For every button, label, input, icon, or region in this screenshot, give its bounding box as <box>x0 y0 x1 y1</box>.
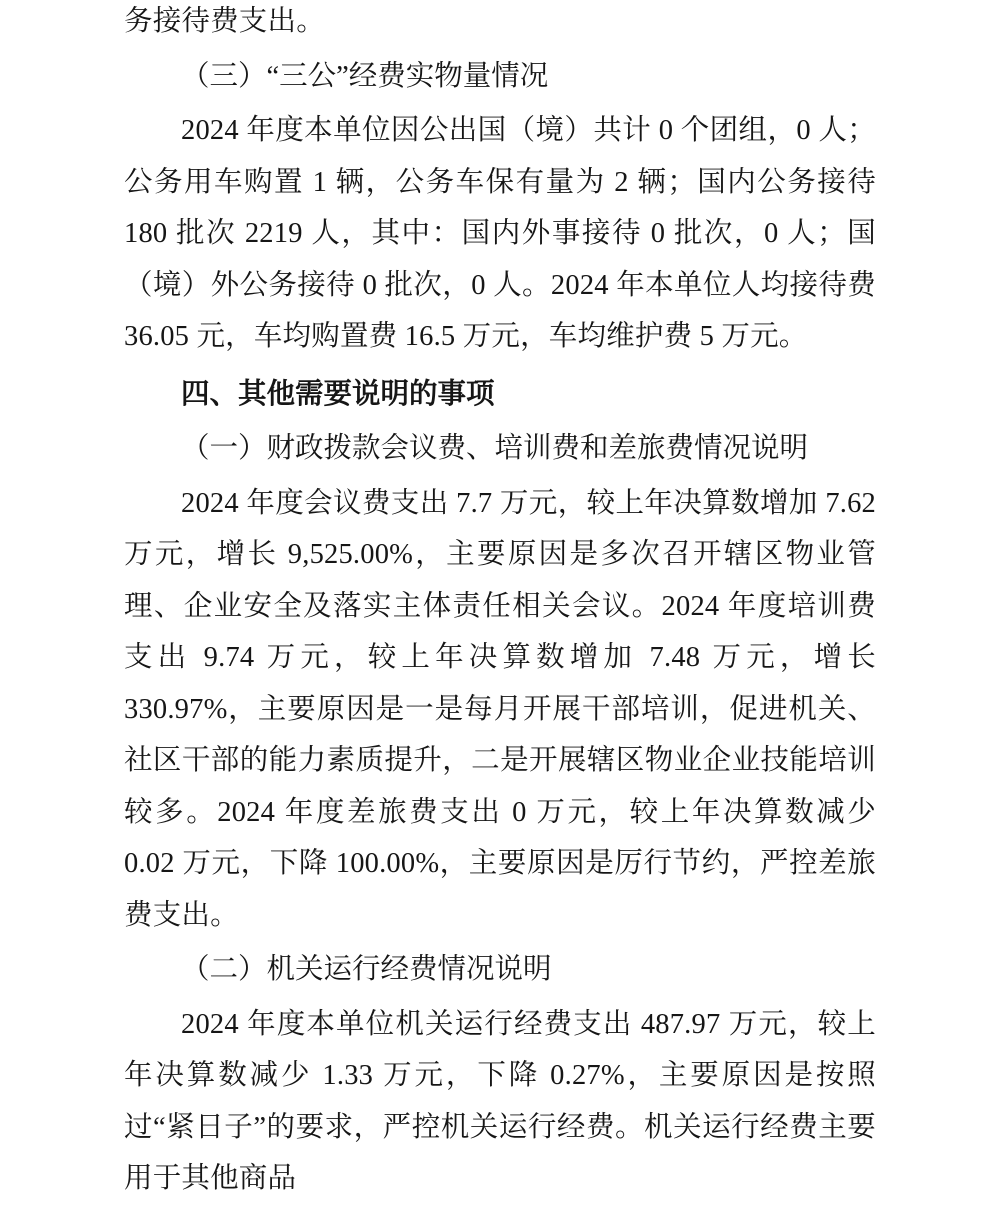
subheading-text: （一）财政拨款会议费、培训费和差旅费情况说明 <box>181 433 809 464</box>
subheading-agency-operating-expenses <box>124 944 876 996</box>
paragraph-text: 2024 年度本单位因公出国（境）共计 0 个团组，0 人；公务用车购置 1 辆，公务车保有量为 2 辆；国内公务接待 180 批次 2219 人，其中：国内外事接待 0 批次，0 人；国（境）外公务接待 0 批次，0 人。2024 年本单位人均接待费 36.05 元，车均购置费 16.5 万元，车均维护费 5 万元。 <box>124 115 876 352</box>
paragraph-text: 2024 年度本单位机关运行经费支出 487.97 万元，较上年决算数减少 1.33 万元，下降 0.27%，主要原因是按照过“紧日子”的要求，严控机关运行经费。机关运行经费主要用于其他商品 <box>124 1008 876 1194</box>
subheading-sangong-shiwuliang <box>124 51 876 103</box>
paragraph-text: 2024 年度会议费支出 7.7 万元，较上年决算数增加 7.62 万元，增长 9,525.00%，主要原因是多次召开辖区物业管理、企业安全及落实主体责任相关会议。2024 年度培训费支出 9.74 万元，较上年决算数增加 7.48 万元，增长 330.97%，主要原因是一是每月开展干部培训，促进机关、社区干部的能力素质提升，二是开展辖区物业企业技能培训较多。2024 年度差旅费支出 0 万元，较上年决算数减少 0.02 万元，下降 100.00%，主要原因是厉行节约，严控差旅费支出。 <box>124 487 876 931</box>
heading-text: 四、其他需要说明的事项 <box>181 377 495 410</box>
paragraph-text: 务接待费支出。 <box>124 6 325 37</box>
paragraph-meeting-training-travel <box>124 478 876 942</box>
heading-other-matters <box>124 369 876 421</box>
paragraph-shiwuliang <box>124 105 876 363</box>
paragraph-continued <box>124 0 876 48</box>
subheading-meeting-training-travel <box>124 423 876 475</box>
paragraph-agency-operating-expenses <box>124 999 876 1205</box>
subheading-text: （二）机关运行经费情况说明 <box>181 954 552 985</box>
subheading-text: （三）“三公”经费实物量情况 <box>181 60 549 92</box>
